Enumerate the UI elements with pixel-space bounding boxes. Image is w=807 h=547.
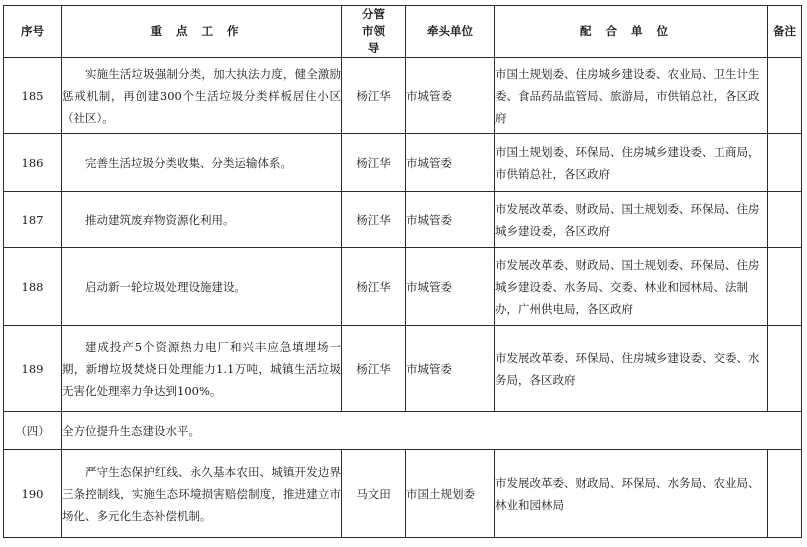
row-remark	[768, 192, 802, 248]
row-coop-units: 市国土规划委、住房城乡建设委、农业局、卫生计生委、食品药品监管局、旅游局，市供销总社，各区政府	[495, 58, 768, 134]
row-seq: 186	[4, 134, 62, 192]
header-leader	[342, 6, 406, 58]
row-work	[62, 326, 342, 412]
row-coop-units: 市发展改革委、环保局、住房城乡建设委、交委、水务局，各区政府	[495, 326, 768, 412]
row-work	[62, 58, 342, 134]
work-table	[3, 5, 802, 538]
row-remark	[768, 134, 802, 192]
row-coop-units: 市发展改革委、财政局、国土规划委、环保局、住房城乡建设委，各区政府	[495, 192, 768, 248]
table-row	[4, 450, 802, 538]
row-lead-unit: 市城管委	[406, 58, 495, 134]
header-coop-units: 配合单位	[495, 6, 768, 58]
row-leader: 杨江华	[342, 58, 406, 134]
header-seq: 序号	[4, 6, 62, 58]
header-key-work: 重点工作	[62, 6, 342, 58]
row-seq: 187	[4, 192, 62, 248]
row-lead-unit: 市城管委	[406, 192, 495, 248]
section-title: 全方位提升生态建设水平。	[62, 412, 802, 450]
row-work	[62, 192, 342, 248]
row-coop-units: 市发展改革委、财政局、国土规划委、环保局、住房城乡建设委、水务局、交委、林业和园林局、法制办，广州供电局，各区政府	[495, 248, 768, 326]
row-coop-units: 市发展改革委、财政局、环保局、水务局、农业局、林业和园林局	[495, 450, 768, 538]
row-remark	[768, 58, 802, 134]
row-work	[62, 248, 342, 326]
row-lead-unit: 市城管委	[406, 134, 495, 192]
row-lead-unit: 市国土规划委	[406, 450, 495, 538]
table-row	[4, 326, 802, 412]
row-leader: 杨江华	[342, 326, 406, 412]
row-work-text: 建成投产5个资源热力电厂和兴丰应急填埋场一期，新增垃圾焚烧日处理能力1.1万吨，城镇生活垃圾无害化处理率力争达到100%。	[62, 339, 341, 398]
row-work	[62, 134, 342, 192]
section-label: （四）	[4, 412, 62, 450]
row-lead-unit: 市城管委	[406, 326, 495, 412]
header-leader-text: 分管市领导	[361, 7, 385, 55]
row-leader: 杨江华	[342, 192, 406, 248]
section-row	[4, 412, 802, 450]
table-row	[4, 192, 802, 248]
row-leader: 杨江华	[342, 248, 406, 326]
row-seq: 185	[4, 58, 62, 134]
row-remark	[768, 326, 802, 412]
row-seq: 189	[4, 326, 62, 412]
row-work	[62, 450, 342, 538]
row-seq: 190	[4, 450, 62, 538]
header-lead-unit: 牵头单位	[406, 6, 495, 58]
row-leader: 马文田	[342, 450, 406, 538]
row-remark	[768, 248, 802, 326]
row-work-text: 启动新一轮垃圾处理设施建设。	[85, 279, 246, 294]
row-remark	[768, 450, 802, 538]
row-lead-unit: 市城管委	[406, 248, 495, 326]
header-remark: 备注	[768, 6, 802, 58]
row-seq: 188	[4, 248, 62, 326]
table-row	[4, 58, 802, 134]
table-row	[4, 248, 802, 326]
row-work-text: 实施生活垃圾强制分类，加大执法力度，健全激励惩戒机制，再创建300个生活垃圾分类样板居住小区（社区）。	[62, 66, 341, 125]
table-row	[4, 134, 802, 192]
row-leader: 杨江华	[342, 134, 406, 192]
row-work-text: 推动建筑废弃物资源化利用。	[85, 212, 235, 227]
header-row	[4, 6, 802, 58]
row-work-text: 严守生态保护红线、永久基本农田、城镇开发边界三条控制线，实施生态环境损害赔偿制度，推进建立市场化、多元化生态补偿机制。	[62, 464, 341, 523]
row-work-text: 完善生活垃圾分类收集、分类运输体系。	[85, 155, 292, 170]
row-coop-units: 市国土规划委、环保局、住房城乡建设委、工商局，市供销总社，各区政府	[495, 134, 768, 192]
